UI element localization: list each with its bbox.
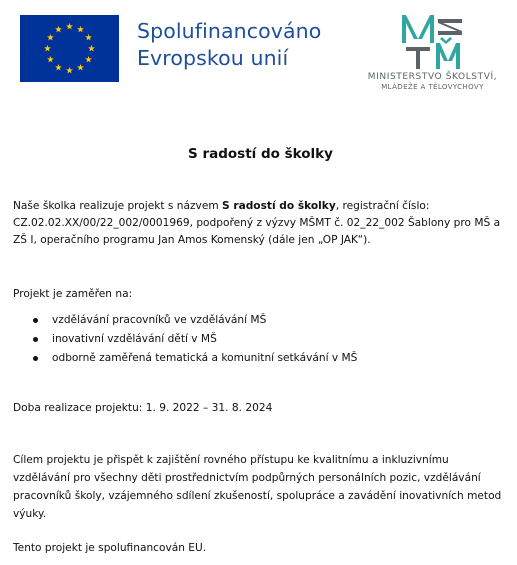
eu-star-icon bbox=[85, 56, 92, 63]
eu-star-icon bbox=[55, 26, 62, 33]
eu-cofunding-label bbox=[137, 18, 321, 72]
eu-star-icon bbox=[66, 23, 73, 30]
eu-star-icon bbox=[55, 64, 62, 71]
focus-list bbox=[13, 311, 357, 368]
eu-star-icon bbox=[88, 45, 95, 52]
bullet-icon bbox=[33, 356, 38, 361]
intro-text-after: , registrační číslo: CZ.02.02.XX/00/22_002/0001969, podpořený z výzvy MŠMT č. 02_22_002 Šablony pro MŠ a ZŠ I, operačního programu Jan Amos Komenský (dále jen „OP JAK“). bbox=[13, 200, 501, 246]
msmt-logo bbox=[360, 10, 505, 90]
eu-flag-icon bbox=[20, 15, 119, 82]
eu-star-icon bbox=[44, 45, 51, 52]
eu-stars bbox=[20, 15, 119, 82]
eu-star-icon bbox=[85, 34, 92, 41]
list-item-text: vzdělávání pracovníků ve vzdělávání MŠ bbox=[52, 314, 267, 326]
msmt-logo-icon bbox=[396, 13, 468, 71]
eu-star-icon bbox=[66, 67, 73, 74]
bullet-icon bbox=[33, 318, 38, 323]
list-item bbox=[13, 311, 357, 330]
project-period: Doba realizace projektu: 1. 9. 2022 – 31. 8. 2024 bbox=[13, 402, 273, 414]
list-item-text: odborně zaměřená tematická a komunitní setkávání v MŠ bbox=[52, 352, 358, 364]
msmt-name-line-2: MLÁDEŽE A TĚLOVÝCHOVY bbox=[381, 83, 484, 91]
eu-star-icon bbox=[47, 34, 54, 41]
intro-text-before: Naše školka realizuje projekt s názvem bbox=[13, 200, 223, 212]
cofunding-note: Tento projekt je spolufinancován EU. bbox=[13, 542, 207, 554]
eu-star-icon bbox=[47, 56, 54, 63]
project-name: S radostí do školky bbox=[222, 200, 336, 212]
eu-line-2: Evropskou unií bbox=[137, 46, 289, 70]
list-item-text: inovativní vzdělávání dětí v MŠ bbox=[52, 333, 217, 345]
msmt-name-line-1: MINISTERSTVO ŠKOLSTVÍ, bbox=[367, 72, 498, 82]
focus-heading: Projekt je zaměřen na: bbox=[13, 288, 133, 300]
bullet-icon bbox=[33, 337, 38, 342]
page-title: S radostí do školky bbox=[188, 146, 333, 162]
intro-paragraph bbox=[13, 198, 509, 249]
eu-star-icon bbox=[77, 64, 84, 71]
eu-line-1: Spolufinancováno bbox=[137, 19, 322, 43]
header bbox=[0, 0, 517, 100]
eu-star-icon bbox=[77, 26, 84, 33]
aim-paragraph: Cílem projektu je přispět k zajištění rovného přístupu ke kvalitnímu a inkluzivnímu vzdělávání pro všechny děti prostřednictvím podpůrných personálních pozic, vzdělávání pracovníků školy, vzájemného sdílení zkušeností, spolupráce a zavádění inovativních metod výuky. bbox=[13, 454, 502, 520]
list-item bbox=[13, 349, 357, 368]
list-item bbox=[13, 330, 357, 349]
